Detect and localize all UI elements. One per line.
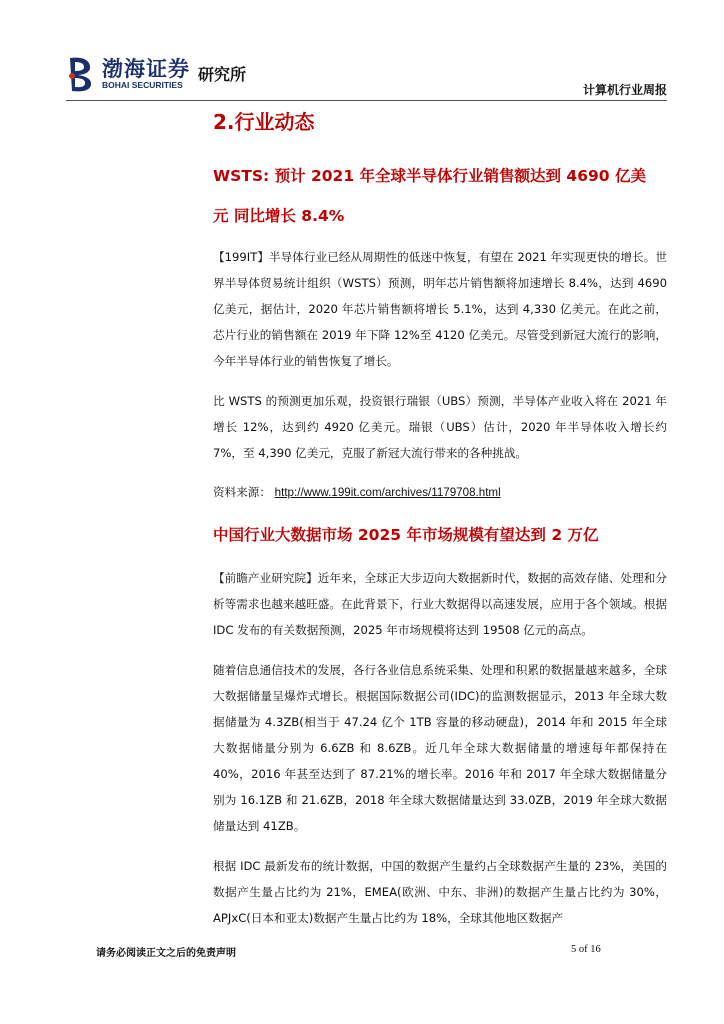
bohai-logo-icon [66, 54, 96, 94]
article1-title-line2: 元 同比增长 8.4% [213, 207, 345, 225]
article2-title: 中国行业大数据市场 2025 年市场规模有望达到 2 万亿 [213, 526, 599, 544]
article1-paragraph-1: 【199IT】半导体行业已经从周期性的低迷中恢复，有望在 2021 年实现更快的增长。世界半导体贸易统计组织（WSTS）预测，明年芯片销售额将加速增长 8.4%，达到 4690 亿美元，据估计，2020 年芯片销售额将增长 5.1%，达到 4,330 亿美元。在此之前，芯片行业的销售额在 2019 年下降 12%至 4120 亿美元。尽管受到新冠大流行的影响，今年半导体行业的销售恢复了增长。 [213, 250, 667, 368]
article1-title-line1: WSTS: 预计 2021 年全球半导体行业销售额达到 4690 亿美 [213, 167, 646, 185]
department-label: 研究所 [198, 65, 247, 84]
report-type: 计算机行业周报 [582, 83, 667, 97]
company-name-en: BOHAI SECURITIES [102, 80, 183, 91]
page-number: 5 of 16 [571, 944, 601, 955]
article2-paragraph-3: 根据 IDC 最新发布的统计数据，中国的数据产生量约占全球数据产生量的 23%，美国的数据产生量占比约为 21%，EMEA(欧洲、中东、非洲)的数据产生量占比约为 30%，APJxC(日本和亚太)数据产生量占比约为 18%，全球其他地区数据产 [213, 859, 667, 925]
company-name-cn: 渤海证券 [102, 56, 190, 82]
section-title: 2.行业动态 [213, 110, 315, 134]
source-label: 资料来源： [213, 485, 271, 499]
article2-paragraph-1: 【前瞻产业研究院】近年来，全球正大步迈向大数据新时代，数据的高效存储、处理和分析等需求也越来越旺盛。在此背景下，行业大数据得以高速发展，应用于各个领域。根据 IDC 发布的有关数据预测，2025 年市场规模将达到 19508 亿元的高点。 [213, 571, 667, 637]
header-divider [66, 100, 667, 101]
article2-paragraph-2: 随着信息通信技术的发展，各行各业信息系统采集、处理和积累的数据量越来越多，全球大数据储量呈爆炸式增长。根据国际数据公司(IDC)的监测数据显示，2013 年全球大数据储量为 4.3ZB(相当于 47.24 亿个 1TB 容量的移动硬盘)，2014 年和 2015 年全球大数据储量分别为 6.6ZB 和 8.6ZB。近几年全球大数据储量的增速每年都保持在 40%，2016 年甚至达到了 87.21%的增长率。2016 年和 2017 年全球大数据储量分别为 16.1ZB 和 21.6ZB，2018 年全球大数据储量达到 33.0ZB，2019 年全球大数据储量达到 41ZB。 [213, 663, 667, 833]
article1-source [213, 480, 667, 505]
footer-disclaimer: 请务必阅读正文之后的免责声明 [96, 948, 236, 959]
main-content [213, 104, 667, 931]
article1-paragraph-2: 比 WSTS 的预测更加乐观，投资银行瑞银（UBS）预测，半导体产业收入将在 2021 年增长 12%，达到约 4920 亿美元。瑞银（UBS）估计，2020 年半导体收入增长约 7%，至 4,390 亿美元，克服了新冠大流行带来的各种挑战。 [213, 394, 667, 460]
source-link[interactable]: http://www.199it.com/archives/1179708.html [274, 486, 501, 499]
company-logo [66, 52, 246, 96]
